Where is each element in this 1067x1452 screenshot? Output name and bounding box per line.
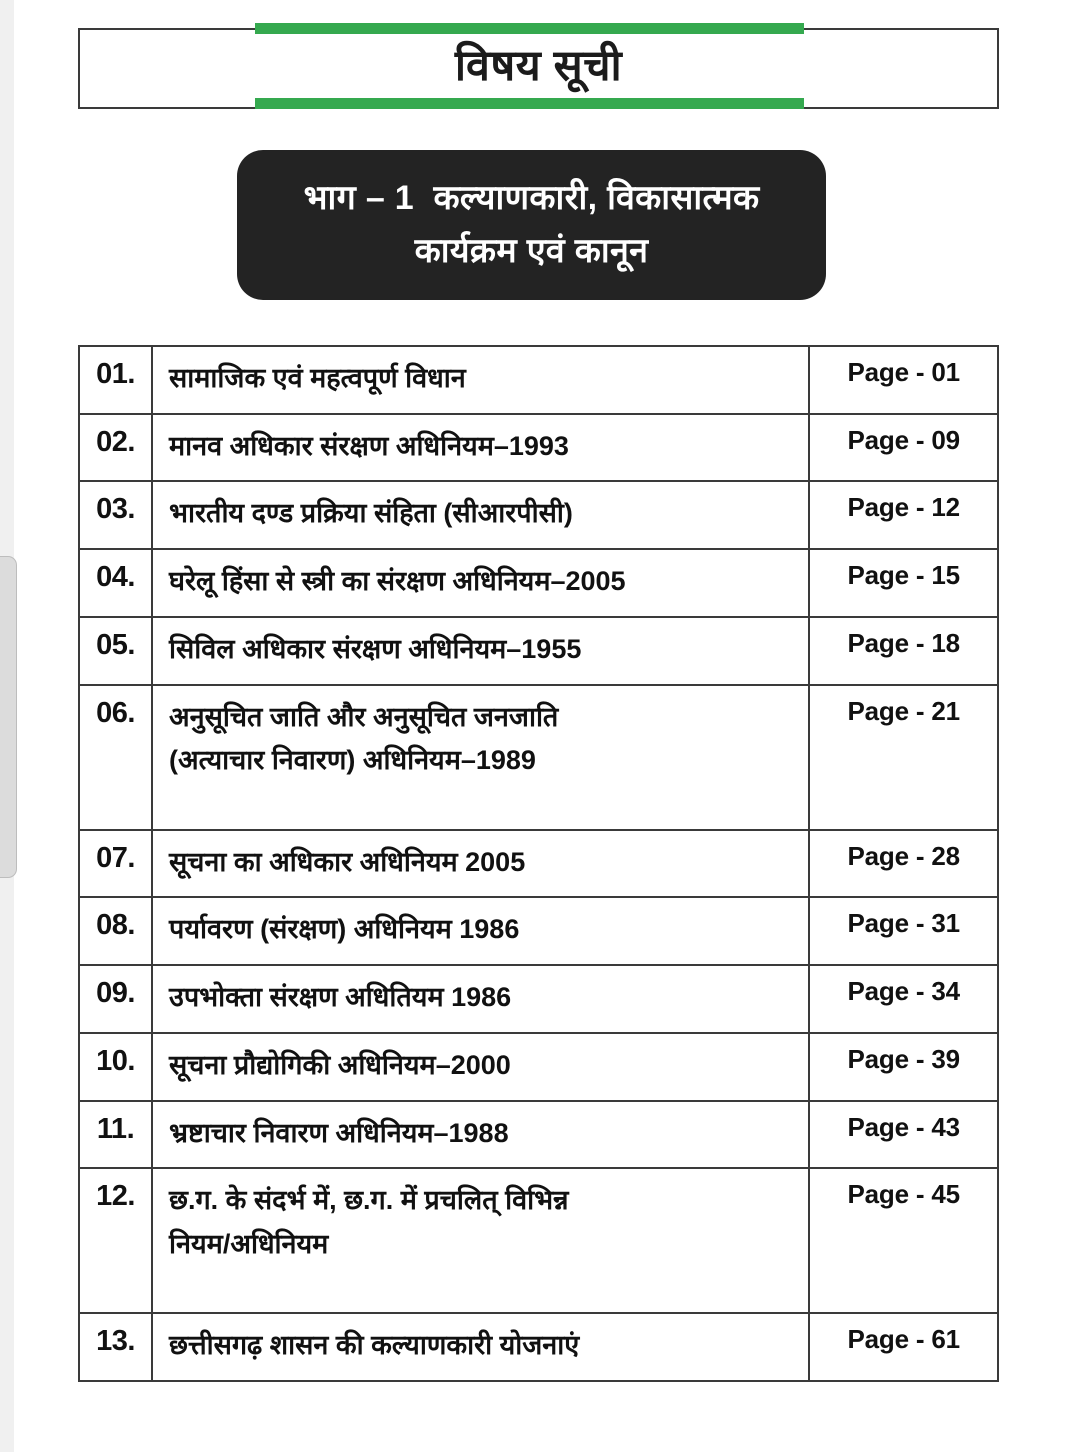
row-title: [152, 1168, 809, 1313]
row-page-number: Page - 43: [809, 1101, 998, 1169]
toc-body: [79, 346, 998, 1381]
row-title-line-1: भारतीय दण्ड प्रक्रिया संहिता (सीआरपीसी): [169, 498, 573, 529]
row-title: [152, 897, 809, 965]
row-index: 08.: [79, 897, 152, 965]
row-page-number: Page - 39: [809, 1033, 998, 1101]
row-title: [152, 617, 809, 685]
row-title: [152, 1033, 809, 1101]
row-title: [152, 965, 809, 1033]
row-page-number: Page - 18: [809, 617, 998, 685]
vertical-scrollbar-track[interactable]: [0, 0, 14, 1452]
part-heading-line-1: भाग – 1 कल्याणकारी, विकासात्मक: [303, 179, 760, 218]
row-title-line-1: उपभोक्ता संरक्षण अधितियम 1986: [169, 982, 512, 1013]
row-title-line-1: भ्रष्टाचार निवारण अधिनियम–1988: [169, 1117, 509, 1148]
row-index: 02.: [79, 414, 152, 482]
row-title-line-1: सूचना का अधिकार अधिनियम 2005: [169, 846, 526, 877]
row-title-line-1: छत्तीसगढ़ शासन की कल्याणकारी योजनाएं: [169, 1330, 580, 1361]
table-row[interactable]: [79, 897, 998, 965]
row-page-number: Page - 12: [809, 481, 998, 549]
row-index: 06.: [79, 685, 152, 830]
part-heading-banner: [237, 150, 826, 300]
table-row[interactable]: [79, 481, 998, 549]
row-page-number: Page - 34: [809, 965, 998, 1033]
row-page-number: Page - 28: [809, 830, 998, 898]
row-title-line-1: पर्यावरण (संरक्षण) अधिनियम 1986: [169, 914, 520, 945]
row-index: 13.: [79, 1313, 152, 1381]
row-title-line-1: छ.ग. के संदर्भ में, छ.ग. में प्रचलित् विभिन्न: [169, 1185, 569, 1216]
row-page-number: Page - 45: [809, 1168, 998, 1313]
row-page-number: Page - 21: [809, 685, 998, 830]
table-row[interactable]: [79, 617, 998, 685]
row-title: [152, 1101, 809, 1169]
table-row[interactable]: [79, 1168, 998, 1313]
row-title: [152, 414, 809, 482]
table-row[interactable]: [79, 414, 998, 482]
row-title: [152, 830, 809, 898]
row-title: [152, 481, 809, 549]
row-title-line-1: मानव अधिकार संरक्षण अधिनियम–1993: [169, 430, 569, 461]
table-row[interactable]: [79, 685, 998, 830]
row-title-line-2: नियम/अधिनियम: [169, 1229, 329, 1260]
row-index: 12.: [79, 1168, 152, 1313]
row-index: 03.: [79, 481, 152, 549]
table-row[interactable]: [79, 1101, 998, 1169]
row-title-line-1: सामाजिक एवं महत्वपूर्ण विधान: [169, 363, 466, 393]
row-title: [152, 346, 809, 414]
row-index: 10.: [79, 1033, 152, 1101]
row-title-line-2: (अत्याचार निवारण) अधिनियम–1989: [169, 745, 536, 776]
row-index: 04.: [79, 549, 152, 617]
row-index: 11.: [79, 1101, 152, 1169]
row-index: 01.: [79, 346, 152, 414]
row-page-number: Page - 31: [809, 897, 998, 965]
row-title: [152, 549, 809, 617]
vertical-scrollbar-thumb[interactable]: [0, 556, 17, 878]
row-title-line-1: अनुसूचित जाति और अनुसूचित जनजाति: [169, 701, 559, 732]
row-page-number: Page - 09: [809, 414, 998, 482]
row-index: 05.: [79, 617, 152, 685]
table-of-contents: [78, 345, 999, 1382]
page-title: विषय सूची: [454, 42, 623, 90]
row-title-line-1: सूचना प्रौद्योगिकी अधिनियम–2000: [169, 1049, 511, 1080]
row-page-number: Page - 01: [809, 346, 998, 414]
table-row[interactable]: [79, 1313, 998, 1381]
table-row[interactable]: [79, 549, 998, 617]
table-row[interactable]: [79, 965, 998, 1033]
row-title: [152, 685, 809, 830]
row-page-number: Page - 15: [809, 549, 998, 617]
row-title: [152, 1313, 809, 1381]
row-title-line-1: घरेलू हिंसा से स्त्री का संरक्षण अधिनियम–2005: [169, 566, 626, 597]
table-row[interactable]: [79, 830, 998, 898]
row-page-number: Page - 61: [809, 1313, 998, 1381]
row-index: 07.: [79, 830, 152, 898]
row-index: 09.: [79, 965, 152, 1033]
part-heading-line-2: कार्यक्रम एवं कानून: [414, 232, 649, 270]
table-row[interactable]: [79, 346, 998, 414]
table-row[interactable]: [79, 1033, 998, 1101]
row-title-line-1: सिविल अधिकार संरक्षण अधिनियम–1955: [169, 633, 582, 664]
